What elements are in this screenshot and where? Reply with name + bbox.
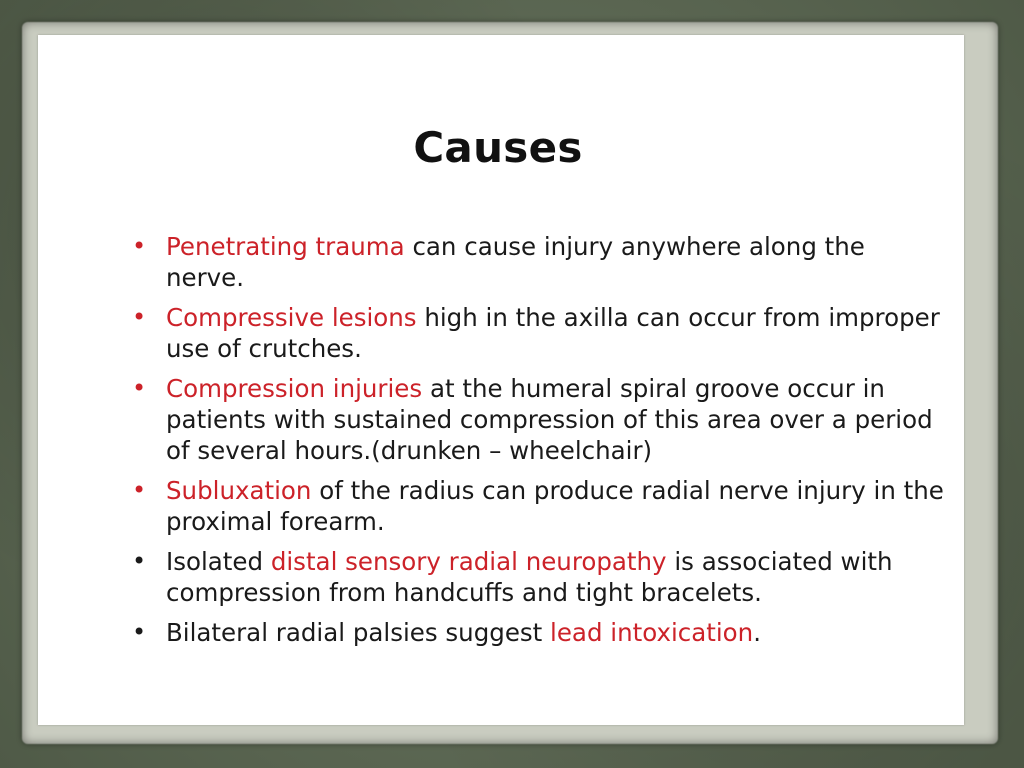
list-item [126, 373, 946, 466]
list-item [126, 302, 946, 364]
item-text: high in the axilla can occur from improper use of crutches. [166, 303, 940, 363]
item-text: is associated with compression from handcuffs and tight bracelets. [166, 547, 893, 607]
bullet-icon: • [132, 547, 147, 575]
bullet-icon: • [132, 618, 147, 646]
bullet-icon: • [132, 374, 147, 402]
list-item [126, 617, 946, 648]
item-prefix: Bilateral radial palsies suggest [166, 618, 551, 647]
slide-title: Causes [413, 123, 583, 172]
highlight-term: Compression injuries [166, 374, 423, 403]
bullet-icon: • [132, 232, 147, 260]
item-text: at the humeral spiral groove occur in patients with sustained compression of this area over a period of several hours.(drunken – wheelchair) [166, 374, 933, 465]
bullet-icon: • [132, 476, 147, 504]
bullet-icon: • [132, 303, 147, 331]
causes-list [126, 231, 946, 657]
list-item [126, 475, 946, 537]
highlight-term: Subluxation [166, 476, 312, 505]
highlight-term: Compressive lesions [166, 303, 417, 332]
item-text: can cause injury anywhere along the nerve. [166, 232, 865, 292]
item-prefix: Isolated [166, 547, 271, 576]
item-text: . [753, 618, 761, 647]
list-item [126, 546, 946, 608]
highlight-term: distal sensory radial neuropathy [270, 547, 667, 576]
item-text: of the radius can produce radial nerve injury in the proximal forearm. [166, 476, 944, 536]
highlight-term: lead intoxication [550, 618, 754, 647]
list-item [126, 231, 946, 293]
slide [38, 35, 964, 725]
highlight-term: Penetrating trauma [166, 232, 405, 261]
